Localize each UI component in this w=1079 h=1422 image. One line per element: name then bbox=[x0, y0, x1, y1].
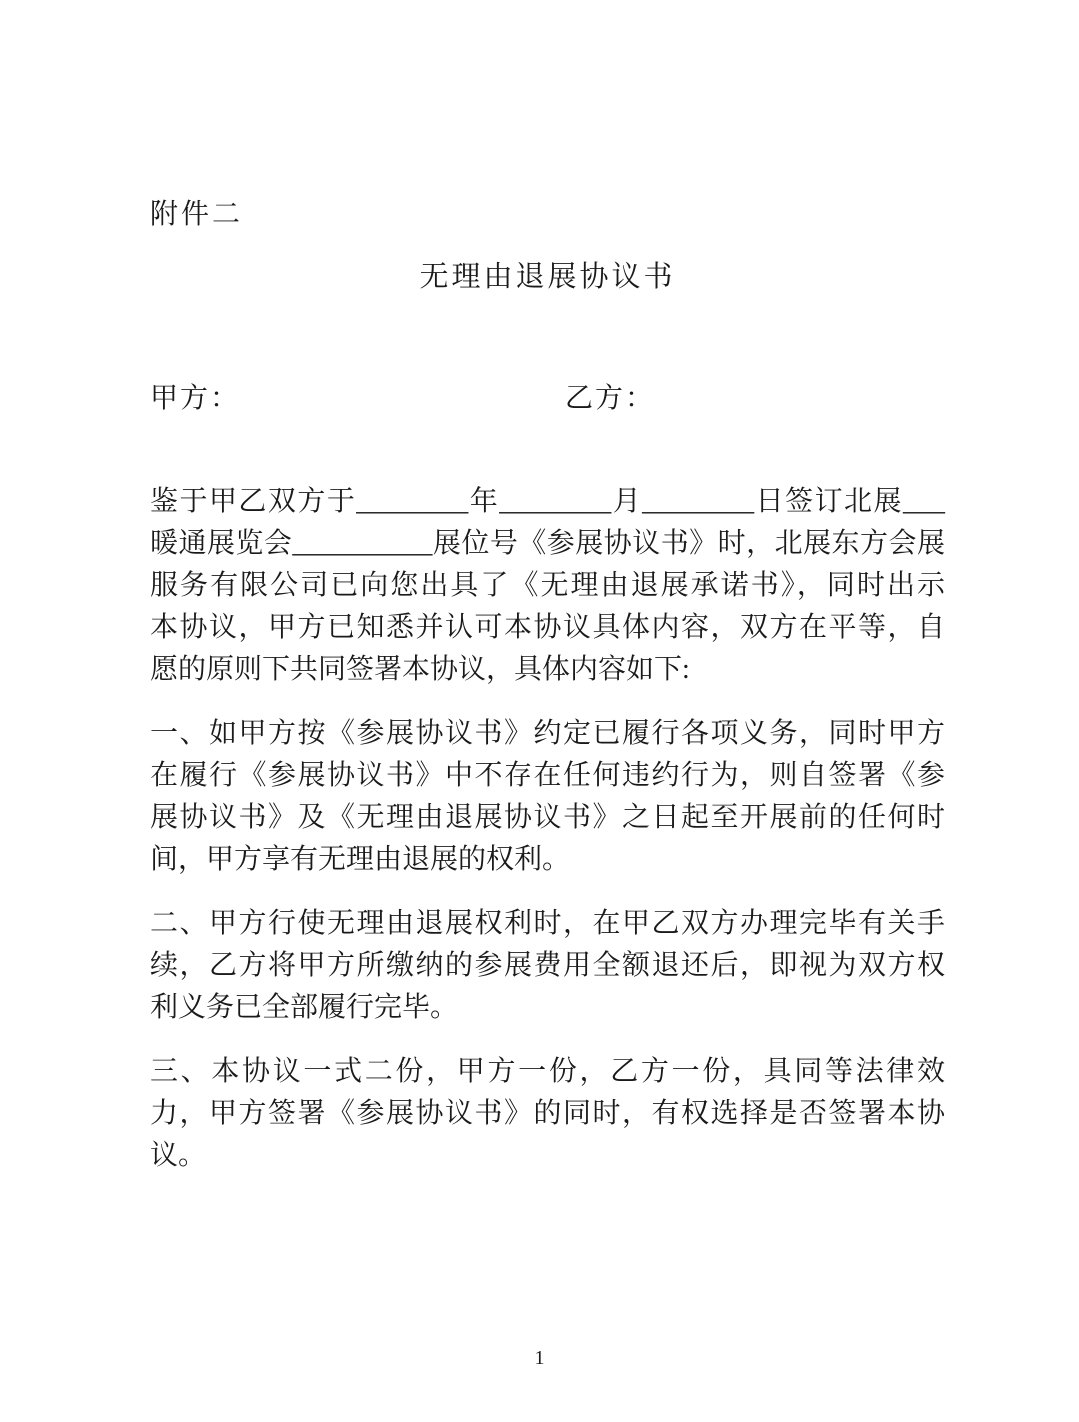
paragraph-line: 在履行《参展协议书》中不存在任何违约行为，则自签署《参 bbox=[150, 760, 945, 791]
paragraph-line: 三、本协议一式二份，甲方一份，乙方一份，具同等法律效 bbox=[150, 1056, 945, 1087]
party-b-label: 乙方： bbox=[565, 383, 656, 414]
paragraph-line: 二、甲方行使无理由退展权利时，在甲乙双方办理完毕有关手 bbox=[150, 908, 945, 939]
paragraph-clause-1 bbox=[150, 713, 945, 881]
paragraph-line: 一、如甲方按《参展协议书》约定已履行各项义务，同时甲方 bbox=[150, 718, 945, 749]
paragraph-clause-2 bbox=[150, 903, 945, 1029]
paragraph-line: 展协议书》及《无理由退展协议书》之日起至开展前的任何时 bbox=[150, 802, 945, 833]
paragraph-line: 力，甲方签署《参展协议书》的同时，有权选择是否签署本协 bbox=[150, 1098, 945, 1129]
paragraph-line: 愿的原则下共同签署本协议，具体内容如下: bbox=[150, 654, 690, 685]
paragraph-clause-3 bbox=[150, 1051, 945, 1177]
document-title: 无理由退展协议书 bbox=[419, 261, 676, 293]
document-body bbox=[150, 481, 945, 1177]
paragraph-line: 间，甲方享有无理由退展的权利。 bbox=[150, 844, 571, 875]
party-a-label: 甲方： bbox=[150, 383, 241, 414]
paragraph-line: 利义务已全部履行完毕。 bbox=[150, 992, 459, 1023]
paragraph-line: 服务有限公司已向您出具了《无理由退展承诺书》，同时出示 bbox=[150, 570, 945, 601]
page-number: 1 bbox=[534, 1347, 545, 1369]
paragraph-line: 鉴于甲乙双方于________年________月________日签订北展___ bbox=[150, 486, 945, 517]
attachment-label: 附件二 bbox=[150, 199, 244, 230]
paragraph-line: 暖通展览会__________展位号《参展协议书》时，北展东方会展 bbox=[150, 528, 945, 559]
paragraph-line: 本协议，甲方已知悉并认可本协议具体内容，双方在平等，自 bbox=[150, 612, 945, 643]
paragraph-line: 议。 bbox=[150, 1140, 207, 1171]
paragraph-intro bbox=[150, 481, 945, 691]
paragraph-line: 续，乙方将甲方所缴纳的参展费用全额退还后，即视为双方权 bbox=[150, 950, 945, 981]
